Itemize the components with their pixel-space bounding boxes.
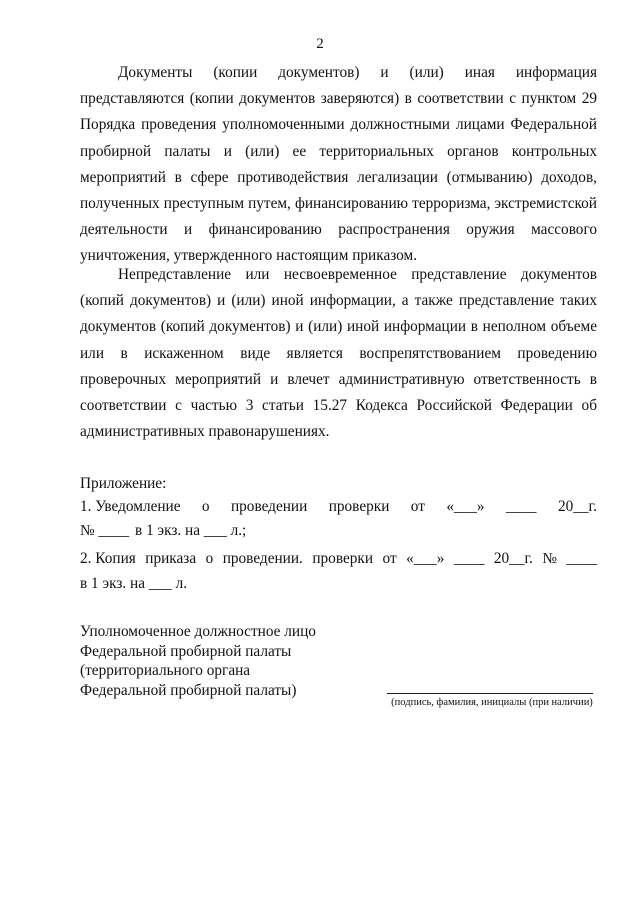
signature-caption: (подпись, фамилия, инициалы (при наличии) — [391, 697, 593, 708]
appendix-item-1-part: ____ — [505, 498, 537, 515]
appendix-item-2-part: приказа — [145, 550, 197, 567]
signature-block — [80, 622, 316, 700]
paragraph-1-text: Документы (копии документов) и (или) иная информация представляются (копии документов заверяются) в соответствии с пунктом 29 Порядка проведения уполномоченными должностными лицами Федеральной пробирной палаты и (или) ее территориальных органов контрольных мероприятий в сфере противодействия легализации (отмыванию) доходов, полученных преступным путем, финансированию терроризма, экстремистской деятельности и финансированию распространения оружия массового уничтожения, утвержденного настоящим приказом. — [80, 64, 597, 265]
appendix-item-1 — [80, 498, 597, 516]
signature-underline — [387, 693, 593, 694]
appendix-item-2-part: № — [542, 550, 557, 567]
appendix-item-2-part: от — [382, 550, 397, 567]
signature-line: Федеральной пробирной палаты — [80, 642, 292, 660]
appendix-item-1-part: 1. Уведомление — [80, 498, 181, 515]
appendix-item-2-part: о — [205, 550, 214, 567]
appendix-item-1-number: № ____ — [80, 522, 130, 539]
appendix-title: Приложение: — [80, 475, 167, 492]
appendix-item-2-part: ____ — [566, 550, 597, 567]
appendix-item-2-part: ____ — [453, 550, 485, 567]
appendix-item-2-part: 2. Копия — [80, 550, 136, 567]
appendix-item-1-part: от — [410, 498, 425, 515]
appendix-item-1-part: проведении — [230, 498, 308, 515]
appendix-item-2-copies: в 1 экз. на ___ л. — [80, 575, 188, 592]
appendix-item-2-part: проведении. — [222, 550, 303, 567]
appendix-item-1-part: 20__г. — [557, 498, 597, 515]
paragraph-2-text: Непредставление или несвоевременное представление документов (копий документов) и (или) иной информации, а также представление таких документов (копий документов) и (или) иной информации в неполном объеме или в искаженном виде является воспрепятствованием проведению проверочных мероприятий и влечет административную ответственность в соответствии с частью 3 статьи 15.27 Кодекса Российской Федерации об административных правонарушениях. — [80, 266, 597, 441]
appendix-item-1-part: о — [201, 498, 210, 515]
paragraph-documents — [80, 60, 597, 270]
signature-line: Федеральной пробирной палаты) — [80, 681, 297, 699]
appendix-item-2-part: 20__г. — [493, 550, 533, 567]
appendix-item-1-continuation — [80, 522, 597, 540]
page-number: 2 — [316, 36, 324, 52]
appendix-item-2-continuation — [80, 575, 597, 593]
signature-line: Уполномоченное должностное лицо — [80, 623, 316, 640]
signature-line: (территориального органа — [80, 662, 251, 679]
paragraph-liability — [80, 262, 597, 445]
appendix-item-1-part: «___» — [446, 498, 485, 515]
appendix-item-2-part: «___» — [406, 550, 445, 567]
appendix-item-1-part: проверки — [328, 498, 390, 515]
appendix-item-2-part: проверки — [312, 550, 374, 567]
appendix-item-2 — [80, 550, 597, 568]
appendix-item-1-copies: в 1 экз. на ___ л.; — [135, 522, 247, 539]
